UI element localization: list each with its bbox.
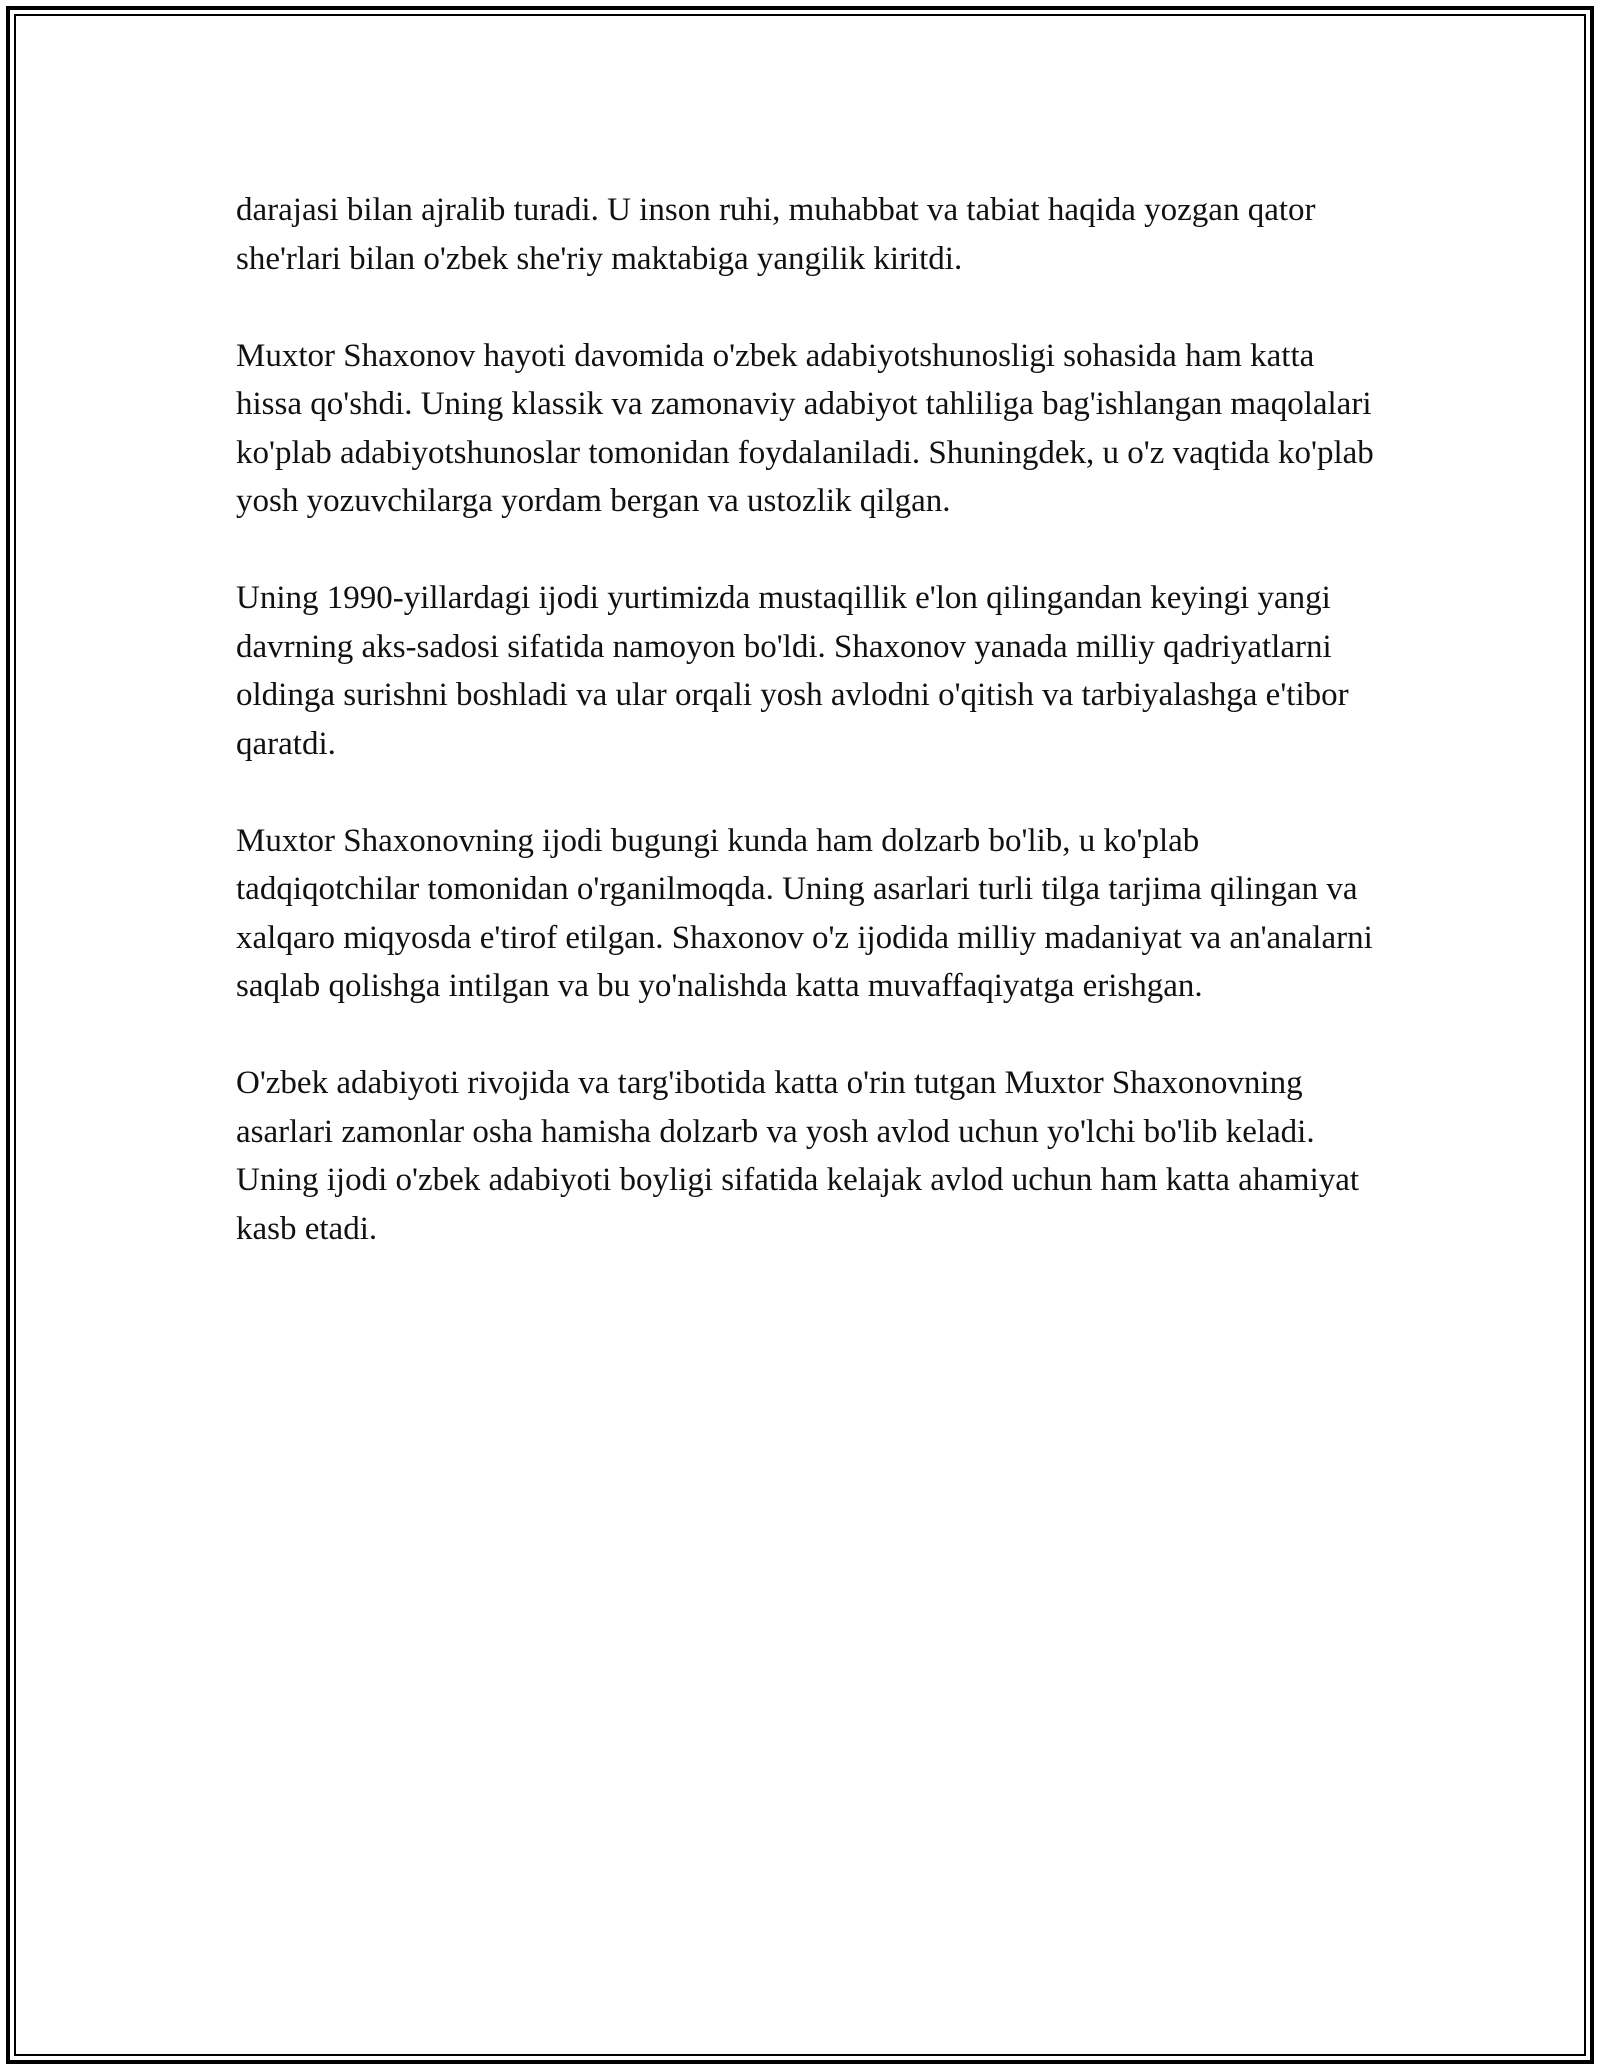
- paragraph: Uning 1990-yillardagi ijodi yurtimizda mustaqillik e'lon qilingandan keyingi yangi davrning aks-sadosi sifatida namoyon bo'ldi. Shaxonov yanada milliy qadriyatlarni oldinga surishni boshladi va ular orqali yosh avlodni o'qitish va tarbiyalashga e'tibor qaratdi.: [236, 580, 1349, 762]
- document-body: [236, 186, 1376, 1302]
- paragraph: Muxtor Shaxonovning ijodi bugungi kunda ham dolzarb bo'lib, u ko'plab tadqiqotchilar tomonidan o'rganilmoqda. Uning asarlari turli tilga tarjima qilingan va xalqaro miqyosda e'tirof etilgan. Shaxonov o'z ijodida milliy madaniyat va an'analarni saqlab qolishga intilgan va bu yo'nalishda katta muvaffaqiyatga erishgan.: [236, 822, 1373, 1004]
- paragraph: Muxtor Shaxonov hayoti davomida o'zbek adabiyotshunosligi sohasida ham katta hissa qo'shdi. Uning klassik va zamonaviy adabiyot tahliliga bag'ishlangan maqolalari ko'plab adabiyotshunoslar tomonidan foydalaniladi. Shuningdek, u o'z vaqtida ko'plab yosh yozuvchilarga yordam bergan va ustozlik qilgan.: [236, 337, 1374, 519]
- paragraph: darajasi bilan ajralib turadi. U inson ruhi, muhabbat va tabiat haqida yozgan qator she'rlari bilan o'zbek she'riy maktabiga yangilik kiritdi.: [236, 192, 1316, 277]
- paragraph: O'zbek adabiyoti rivojida va targ'ibotida katta o'rin tutgan Muxtor Shaxonovning asarlari zamonlar osha hamisha dolzarb va yosh avlod uchun yo'lchi bo'lib keladi. Uning ijodi o'zbek adabiyoti boyligi sifatida kelajak avlod uchun ham katta ahamiyat kasb etadi.: [236, 1065, 1360, 1247]
